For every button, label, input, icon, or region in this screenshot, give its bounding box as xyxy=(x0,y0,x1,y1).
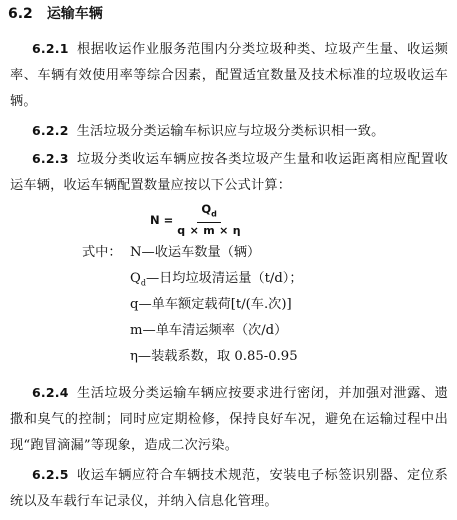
definition-symbol: N xyxy=(130,245,142,260)
clause-text: 生活垃圾分类运输车标识应与垃圾分类标识相一致。 xyxy=(76,124,385,139)
definition-desc: —装载系数，取 0.85-0.95 xyxy=(137,349,298,364)
clause-6-2-3 xyxy=(10,146,448,199)
definition-subscript: d xyxy=(140,278,146,288)
definition-desc: —日均垃圾清运量（t/d）； xyxy=(145,271,303,286)
formula-fraction xyxy=(177,202,241,238)
definition-symbol: q xyxy=(130,297,139,312)
definition-row xyxy=(82,318,303,344)
definition-row xyxy=(82,344,303,370)
formula-denominator: q × m × η xyxy=(177,224,241,238)
clause-number: 6.2.4 xyxy=(32,385,69,400)
definition-symbol: m xyxy=(130,323,143,338)
definition-symbol: η xyxy=(130,349,138,364)
numerator-symbol: Q xyxy=(201,201,212,216)
clause-number: 6.2.2 xyxy=(32,123,69,138)
section-heading xyxy=(8,4,103,24)
definitions-lead: 式中： xyxy=(82,245,122,260)
definition-row xyxy=(82,292,303,318)
formula-numerator xyxy=(197,202,221,223)
clause-6-2-5 xyxy=(10,462,448,515)
section-number: 6.2 xyxy=(8,6,33,22)
clause-text: 垃圾分类收运车辆应按各类垃圾产生量和收运距离相应配置收运车辆，收运车辆配置数量应按以下公式计算： xyxy=(10,152,448,193)
definition-desc: —单车额定载荷[t/(车.次)] xyxy=(138,297,292,312)
clause-6-2-4 xyxy=(10,380,448,459)
vehicle-count-formula xyxy=(150,200,241,240)
clause-text: 根据收运作业服务范围内分类垃圾种类、垃圾产生量、收运频率、车辆有效使用率等综合因素，配置适宜数量及技术标准的垃圾收运车辆。 xyxy=(10,42,448,109)
formula-definitions xyxy=(82,240,303,370)
definition-desc: —单车清运频率（次/d） xyxy=(142,323,288,338)
definition-row xyxy=(82,266,303,292)
clause-6-2-2 xyxy=(10,118,448,145)
clause-text: 收运车辆应符合车辆技术规范，安装电子标签识别器、定位系统以及车载行车记录仪，并纳入信息化管理。 xyxy=(10,468,448,509)
clause-6-2-1 xyxy=(10,36,448,115)
definition-row xyxy=(82,240,303,266)
clause-number: 6.2.5 xyxy=(32,467,69,482)
clause-number: 6.2.3 xyxy=(32,151,69,166)
formula-lhs: N = xyxy=(150,213,174,227)
section-title: 运输车辆 xyxy=(46,6,103,22)
definition-symbol: Q xyxy=(130,271,141,286)
clause-text: 生活垃圾分类运输车辆应按要求进行密闭，并加强对泄露、遗撒和臭气的控制；同时应定期检修，保持良好车况，避免在运输过程中出现“跑冒滴漏”等现象，造成二次污染。 xyxy=(10,386,448,453)
numerator-subscript: d xyxy=(211,209,217,219)
definition-desc: —收运车数量（辆） xyxy=(141,245,261,260)
clause-number: 6.2.1 xyxy=(32,41,69,56)
